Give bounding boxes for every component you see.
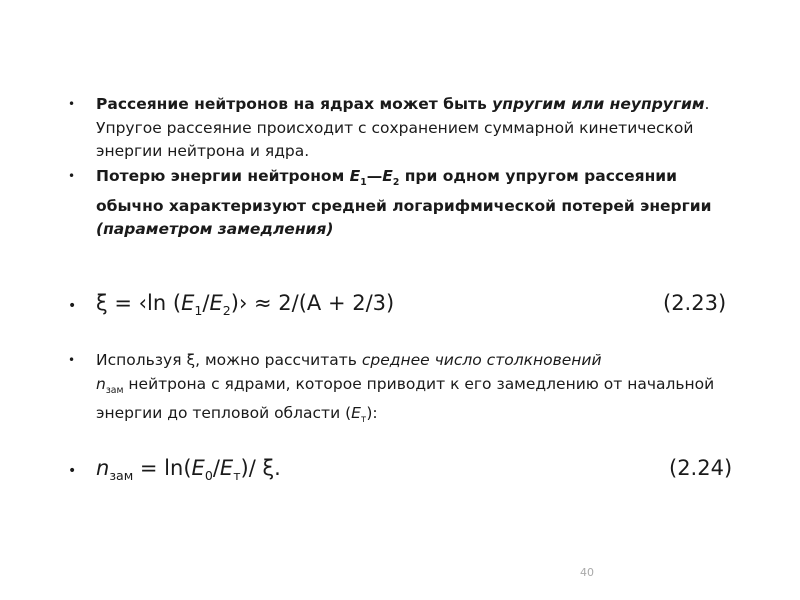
eq2-et: E	[219, 456, 234, 480]
paragraph-energy-loss	[96, 165, 746, 242]
p2-e2-sub: 2	[392, 177, 400, 189]
eq1-text-b: )› ≈ 2/(A + 2/3)	[230, 291, 395, 315]
p3-n: n	[96, 374, 106, 393]
p3-text-b: нейтрона с ядрами, которое приводит к его замедлению от начальной энергии до тепловой области (	[96, 374, 715, 423]
p2-text-a: Потерю энергии нейтроном	[96, 167, 350, 185]
eq1-e1: E	[181, 291, 195, 315]
eq2-n: n	[96, 456, 110, 480]
eq2-n-sub: зам	[109, 468, 134, 484]
bullet-dot: •	[68, 169, 76, 183]
paragraph-collisions	[96, 349, 746, 432]
p1-text-a: Рассеяние нейтронов на ядрах может быть	[96, 95, 493, 113]
eq2-text-b: )/ ξ.	[240, 456, 281, 480]
p3-emphasis: среднее число столкновений	[361, 351, 602, 369]
page-number: 40	[580, 566, 594, 579]
eq2-et-sub: т	[233, 468, 241, 484]
eq2-e0-sub: 0	[204, 468, 213, 484]
p2-e2: E	[382, 167, 393, 185]
eq1-e2: E	[209, 291, 223, 315]
equation-number-2-24: (2.24)	[669, 456, 733, 480]
p2-dash: —	[366, 167, 383, 185]
eq2-e0: E	[191, 456, 205, 480]
p1-emphasis: упругим или неупругим	[492, 95, 705, 113]
p3-text-c: ):	[366, 404, 378, 423]
paragraph-elastic-scattering	[96, 93, 746, 164]
equation-2-23	[96, 290, 394, 324]
p1-text-b: . Упругое рассеяние происходит с сохранением суммарной кинетической энергии нейтрона и ядра.	[96, 95, 710, 160]
bullet-dot: •	[68, 298, 77, 314]
p3-et-sub: т	[360, 414, 367, 426]
eq2-text-a: = ln(	[133, 456, 192, 480]
eq2-slash: /	[212, 456, 220, 480]
bullet-dot: •	[68, 97, 76, 111]
equation-number-2-23: (2.23)	[663, 291, 727, 315]
eq1-e1-sub: 1	[194, 303, 203, 319]
p3-et: E	[351, 404, 361, 423]
eq1-slash: /	[202, 291, 210, 315]
equation-2-24	[96, 455, 281, 489]
bullet-dot: •	[68, 463, 77, 479]
p2-e1-sub: 1	[360, 177, 367, 189]
p2-emphasis: (параметром замедления)	[96, 220, 334, 239]
p2-text-b: при одном упругом рассеянии обычно характеризуют средней логарифмической потерей энергии	[96, 167, 712, 215]
eq1-e2-sub: 2	[222, 303, 231, 319]
bullet-dot: •	[68, 353, 76, 367]
eq1-text-a: ξ = ‹ln (	[96, 291, 182, 315]
p3-text-a: Используя ξ, можно рассчитать	[96, 351, 362, 369]
p3-n-sub: зам	[105, 384, 124, 396]
p2-e1: E	[349, 167, 361, 185]
